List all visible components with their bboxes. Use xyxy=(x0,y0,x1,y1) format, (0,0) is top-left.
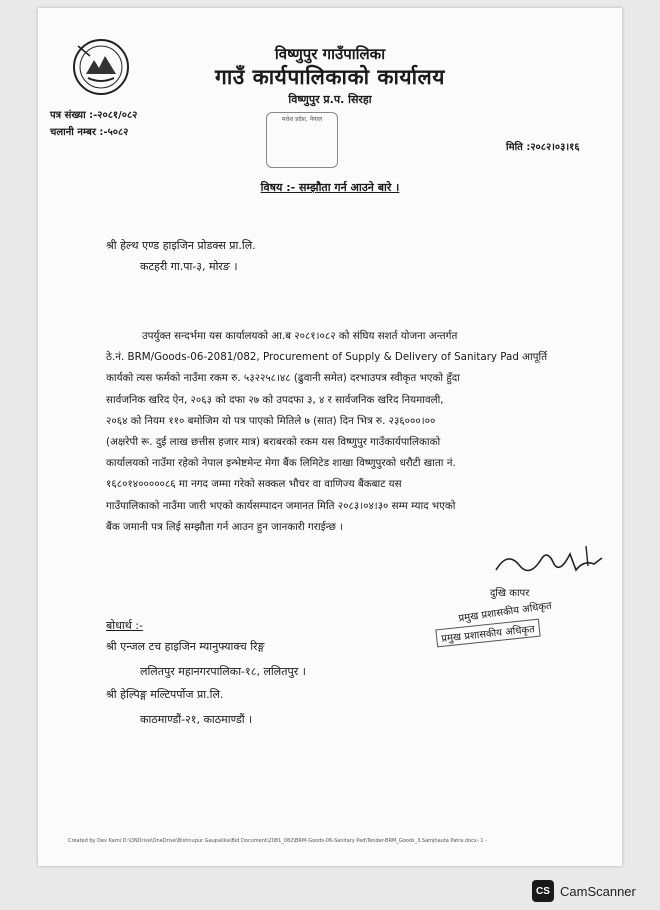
body-line: (अक्षरेपी रू. दुई लाख छत्तीस हजार मात्र) बराबरको रकम यस विष्णुपुर गाउँकार्यपालिकाको xyxy=(106,436,441,449)
office-address: विष्णुपुर प्र.प. सिरहा xyxy=(288,93,372,106)
handwritten-signature xyxy=(490,540,610,584)
body-line: ठे.नं. BRM/Goods-06-2081/082, Procurement of Supply & Delivery of Sanitary Pad आपूर्ति xyxy=(106,351,548,364)
signatory-title: प्रमुख प्रशासकीय अधिकृत xyxy=(457,600,553,625)
body-line: कार्यालयको नाउँमा रहेको नेपाल इन्भेष्टमेन्ट मेगा बैंक लिमिटेड शाखा विष्णुपुरको धरौटी खाता नं. xyxy=(106,457,456,470)
letter-body xyxy=(106,326,592,538)
body-line: बैंक जमानी पत्र लिई सम्झौता गर्न आउन हुन जानकारी गराईन्छ । xyxy=(106,520,343,533)
cc-heading: बोधार्थ :- xyxy=(106,619,143,632)
office-round-stamp xyxy=(266,112,338,168)
body-line: २०६४ को नियम ११० बमोजिम यो पत्र पाएको मितिले ७ (सात) दिन भित्र रु. २३६०००।०० xyxy=(106,414,436,427)
recipient-address: कटहरी गा.पा-३, मोरङ । xyxy=(140,260,238,273)
camscanner-label: CamScanner xyxy=(560,883,636,899)
office-name: गाउँ कार्यपालिकाको कार्यालय xyxy=(215,65,445,89)
letter-date: मिति :२०८२।०३।१६ xyxy=(506,142,580,153)
file-path-footer: Created by Dev Kami D:\ONDrive\OneDrive\Bishnupur Gaupalika\Bid Document\2081_082\BRM-Goods-06-Sanitary Pad\Tender-BRM_Goods_3.Samjhauta Patra.docx- 1 - xyxy=(68,838,487,844)
letter-number: पत्र संख्या :-२०८१/०८२ xyxy=(50,110,138,121)
body-line: सार्वजनिक खरिद ऐन, २०६३ को दफा २७ को उपदफा ३, ४ र सार्वजनिक खरिद नियमावली, xyxy=(106,393,444,406)
municipality-name: विष्णुपुर गाउँपालिका xyxy=(274,45,386,63)
cc-entry-name: श्री हेल्पिङ्ग मल्टिपर्पोज प्रा.लि. xyxy=(106,688,224,701)
dispatch-number: चलानी नम्बर :-५०८२ xyxy=(50,127,129,138)
signatory-name: दुखि कापर xyxy=(490,588,530,599)
camscanner-logo-icon: CS xyxy=(532,880,554,902)
stamp-text: मधेश प्रदेश, नेपाल xyxy=(281,116,323,123)
signatory-seal: प्रमुख प्रशासकीय अधिकृत xyxy=(435,619,540,648)
camscanner-watermark xyxy=(532,880,636,902)
recipient-name: श्री हेल्थ एण्ड हाइजिन प्रोडक्स प्रा.लि. xyxy=(106,239,256,252)
body-line: उपर्युक्त सन्दर्भमा यस कार्यालयको आ.ब २०८१।०८२ को संघिय सशर्त योजना अन्तर्गत xyxy=(142,330,458,342)
subject-line: विषय :- सम्झौता गर्न आउने बारे । xyxy=(260,181,400,194)
cc-entry-address: काठमाण्डौं-२१, काठमाण्डौं । xyxy=(140,713,253,726)
cc-entry-name: श्री एन्जल टच हाइजिन म्यानुफ्याक्च रिङ्ग xyxy=(106,640,265,653)
body-line: कार्यको त्यस फर्मको नाउँमा रकम रु. ५३२२५८।४८ (ढुवानी समेत) दरभाउपत्र स्वीकृत भएको हुँदा xyxy=(106,372,460,385)
body-line: १६८०१४०००००८६ मा नगद जम्मा गरेको सक्कल भौचर वा वाणिज्य बैंकबाट यस xyxy=(106,478,402,491)
body-line: गाउँपालिकाको नाउँमा जारी भएको कार्यसम्पादन जमानत मिति २०८३।०४।३० सम्म म्याद भएको xyxy=(106,499,456,512)
cc-entry-address: ललितपुर महानगरपालिका-१८, ललितपुर । xyxy=(140,665,306,678)
letter-page xyxy=(38,8,622,866)
